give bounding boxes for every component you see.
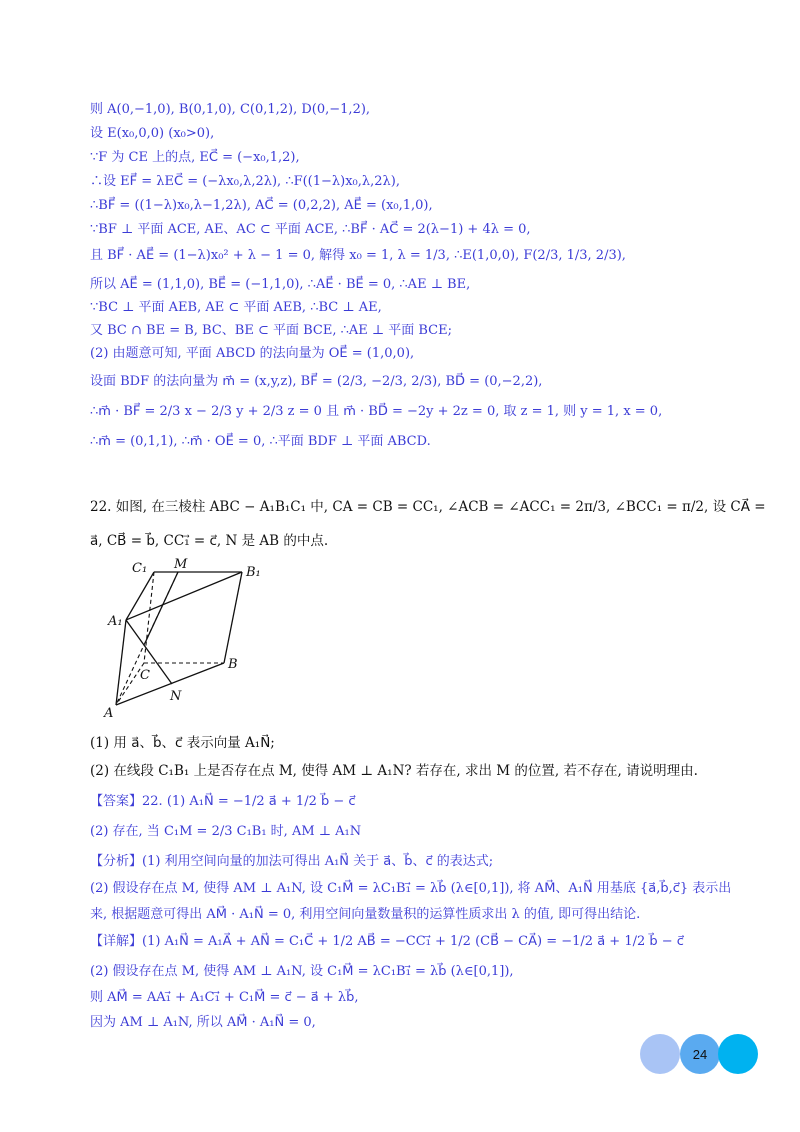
solution-line: 设 E(x₀,0,0) (x₀>0), [90, 126, 215, 141]
detail-line: (2) 假设存在点 M, 使得 AM ⊥ A₁N, 设 C₁M⃗ = λC₁B₁⃗ = λb⃗ (λ∈[0,1]), [90, 964, 514, 979]
label-b1: B₁ [246, 565, 261, 580]
page-number: 24 [680, 1034, 720, 1074]
edge-b1-b [224, 572, 242, 663]
solution-line: ∴m⃗ · BF⃗ = 2/3 x − 2/3 y + 2/3 z = 0 且 m⃗ · BD⃗ = −2y + 2z = 0, 取 z = 1, 则 y = 1, x = 0, [90, 404, 663, 419]
solution-line: 所以 AE⃗ = (1,1,0), BE⃗ = (−1,1,0), ∴AE⃗ · BE⃗ = 0, ∴AE ⊥ BE, [90, 277, 471, 292]
label-n: N [170, 689, 182, 704]
label-c: C [140, 668, 150, 683]
detail-text: (1) A₁N⃗ = A₁A⃗ + AN⃗ = C₁C⃗ + 1/2 AB⃗ = −CC₁⃗ + 1/2 (CB⃗ − CA⃗) = −1/2 a⃗ + 1/2 b⃗ − c⃗ [142, 934, 684, 949]
badge-circle-dark [718, 1034, 758, 1074]
sub-question-2: (2) 在线段 C₁B₁ 上是否存在点 M, 使得 AM ⊥ A₁N? 若存在, 求出 M 的位置, 若不存在, 请说明理由. [90, 763, 698, 779]
analysis-text: (1) 利用空间向量的加法可得出 A₁N⃗ 关于 a⃗、b⃗、c⃗ 的表达式; [142, 854, 494, 869]
label-b: B [228, 657, 238, 672]
label-c1: C₁ [132, 561, 148, 576]
page-number-badge [640, 1034, 760, 1074]
solution-line: ∴设 EF⃗ = λEC⃗ = (−λx₀,λ,2λ), ∴F((1−λ)x₀,λ,2λ), [90, 174, 400, 189]
solution-line: (2) 由题意可知, 平面 ABCD 的法向量为 OE⃗ = (1,0,0), [90, 346, 415, 361]
detail-tag: 【详解】 [90, 934, 143, 949]
question-line: a⃗, CB⃗ = b⃗, CC₁⃗ = c⃗, N 是 AB 的中点. [90, 533, 329, 549]
solution-line: 且 BF⃗ · AE⃗ = (1−λ)x₀² + λ − 1 = 0, 解得 x₀ = 1, λ = 1/3, ∴E(1,0,0), F(2/3, 1/3, 2/3), [90, 248, 626, 263]
detail-line: 因为 AM ⊥ A₁N, 所以 AM⃗ · A₁N⃗ = 0, [90, 1015, 316, 1030]
label-a1: A₁ [108, 614, 123, 629]
analysis-line [90, 852, 493, 872]
answer-text: 22. (1) A₁N⃗ = −1/2 a⃗ + 1/2 b⃗ − c⃗ [142, 794, 356, 809]
solution-line: 则 A(0,−1,0), B(0,1,0), C(0,1,2), D(0,−1,2), [90, 102, 371, 117]
label-m: M [174, 557, 188, 572]
answer-line: (2) 存在, 当 C₁M = 2/3 C₁B₁ 时, AM ⊥ A₁N [90, 824, 362, 839]
solution-line: 设面 BDF 的法向量为 m⃗ = (x,y,z), BF⃗ = (2/3, −2/3, 2/3), BD⃗ = (0,−2,2), [90, 374, 543, 389]
answer-tag: 【答案】 [90, 794, 143, 809]
edge-c1-a1 [126, 572, 154, 620]
solution-line: ∵BC ⊥ 平面 AEB, AE ⊂ 平面 AEB, ∴BC ⊥ AE, [90, 300, 382, 315]
analysis-line: (2) 假设存在点 M, 使得 AM ⊥ A₁N, 设 C₁M⃗ = λC₁B₁⃗ = λb⃗ (λ∈[0,1]), 将 AM⃗、A₁N⃗ 用基底 {a⃗,b⃗,c⃗} 表示出 [90, 881, 732, 896]
detail-line [90, 932, 684, 952]
solution-line: ∵F 为 CE 上的点, EC⃗ = (−x₀,1,2), [90, 150, 300, 165]
badge-circle-light [640, 1034, 680, 1074]
detail-line: 则 AM⃗ = AA₁⃗ + A₁C₁⃗ + C₁M⃗ = c⃗ − a⃗ + λb⃗, [90, 990, 359, 1005]
prism-figure [100, 555, 280, 725]
solution-line: ∴m⃗ = (0,1,1), ∴m⃗ · OE⃗ = 0, ∴平面 BDF ⊥ 平面 ABCD. [90, 434, 431, 449]
question-line: 22. 如图, 在三棱柱 ABC − A₁B₁C₁ 中, CA = CB = CC₁, ∠ACB = ∠ACC₁ = 2π/3, ∠BCC₁ = π/2, 设 CA⃗ = [90, 499, 766, 515]
solution-line: ∴BF⃗ = ((1−λ)x₀,λ−1,2λ), AC⃗ = (0,2,2), AE⃗ = (x₀,1,0), [90, 198, 433, 213]
label-a: A [104, 706, 114, 721]
answer-line [90, 792, 356, 812]
edge-b1-a1 [126, 572, 242, 620]
solution-line: 又 BC ∩ BE = B, BC、BE ⊂ 平面 BCE, ∴AE ⊥ 平面 BCE; [90, 323, 453, 338]
sub-question-1: (1) 用 a⃗、b⃗、c⃗ 表示向量 A₁N⃗; [90, 735, 275, 751]
solution-line: ∵BF ⊥ 平面 ACE, AE、AC ⊂ 平面 ACE, ∴BF⃗ · AC⃗ = 2(λ−1) + 4λ = 0, [90, 222, 531, 237]
analysis-line: 来, 根据题意可得出 AM⃗ · A₁N⃗ = 0, 利用空间向量数量积的运算性质求出 λ 的值, 即可得出结论. [90, 907, 641, 922]
analysis-tag: 【分析】 [90, 854, 143, 869]
